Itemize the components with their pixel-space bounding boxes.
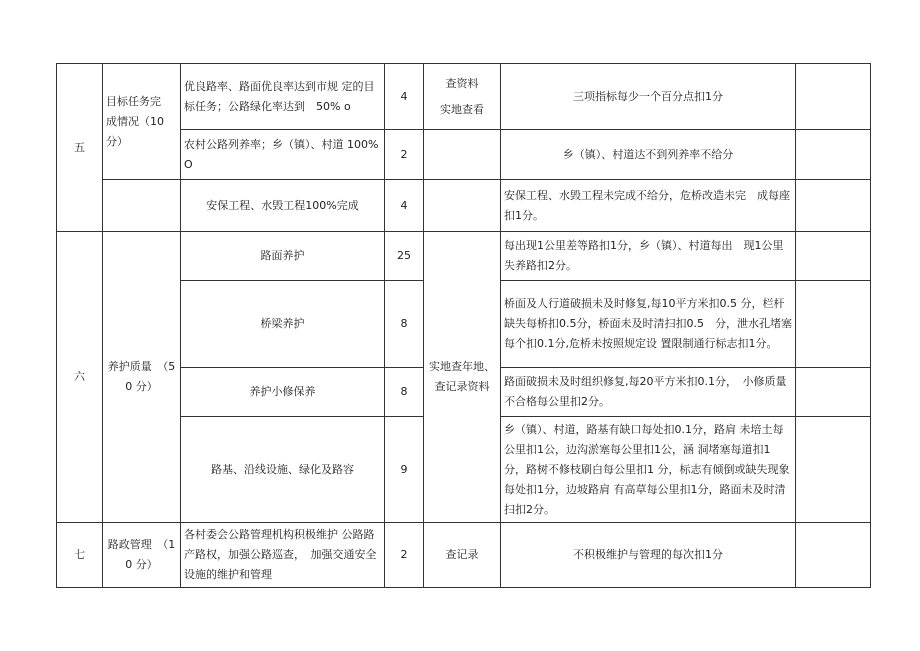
scoring-table <box>56 63 871 588</box>
criteria-cell: 乡（镇）、村道达不到列养率不给分 <box>501 130 796 180</box>
remarks-cell <box>796 281 871 368</box>
content-cell: 路面养护 <box>181 232 385 281</box>
item-name: 目标任务完 成情况（10 分） <box>103 64 181 180</box>
section-number: 五 <box>57 64 103 232</box>
content-cell: 农村公路列养率；乡（镇）、村道 100% O <box>181 130 385 180</box>
table-row <box>57 232 871 281</box>
criteria-cell: 路面破损未及时组织修复,每20平方米扣0.1分， 小修质量不合格每公里扣2分。 <box>501 368 796 417</box>
method-cell <box>424 130 501 180</box>
content-cell: 养护小修保养 <box>181 368 385 417</box>
score-cell: 9 <box>385 417 424 523</box>
method-line: 查资料 <box>445 76 479 90</box>
remarks-cell <box>796 64 871 130</box>
item-name: 路政管理 （10 分） <box>103 523 181 588</box>
score-cell: 25 <box>385 232 424 281</box>
criteria-cell: 乡（镇）、村道，路基有缺口每处扣0.1分，路肩 未培土每公里扣1公，边沟淤塞每公里扣1公，涵 洞堵塞每道扣1分，路树不修枝刷白每公里扣1 分，标志有倾倒或缺失现象每处扣1分，边坡路肩 有高草每公里扣1分，路面未及时清扫扣2分。 <box>501 417 796 523</box>
method-cell: 查记录 <box>424 523 501 588</box>
remarks-cell <box>796 180 871 232</box>
table-row <box>57 64 871 130</box>
criteria-cell: 安保工程、水毁工程未完成不给分，危桥改造未完 成每座扣1分。 <box>501 180 796 232</box>
criteria-cell: 桥面及人行道破损未及时修复,每10平方米扣0.5 分，栏杆缺失每桥扣0.5分，桥面未及时清扫扣0.5 分，泄水孔堵塞每个扣0.1分,危桥未按照规定设 置限制通行标志扣1分。 <box>501 281 796 368</box>
content-cell: 路基、沿线设施、绿化及路容 <box>181 417 385 523</box>
criteria-cell: 不积极维护与管理的每次扣1分 <box>501 523 796 588</box>
content-cell: 安保工程、水毁工程100%完成 <box>181 180 385 232</box>
remarks-cell <box>796 523 871 588</box>
method-cell <box>424 64 501 130</box>
method-cell: 实地查年地、查记录资料 <box>424 232 501 523</box>
item-name <box>103 180 181 232</box>
table-row <box>57 523 871 588</box>
item-name: 养护质量 （50 分） <box>103 232 181 523</box>
table-row <box>57 180 871 232</box>
method-cell <box>424 180 501 232</box>
criteria-cell: 三项指标每少一个百分点扣1分 <box>501 64 796 130</box>
section-number: 七 <box>57 523 103 588</box>
criteria-cell: 每出现1公里差等路扣1分，乡（镇）、村道每出 现1公里失养路扣2分。 <box>501 232 796 281</box>
content-cell: 优良路率、路面优良率达到市规 定的目标任务；公路绿化率达到 50% o <box>181 64 385 130</box>
score-cell: 2 <box>385 523 424 588</box>
score-cell: 8 <box>385 368 424 417</box>
score-cell: 4 <box>385 180 424 232</box>
content-cell: 各村委会公路管理机构积极维护 公路路产路权，加强公路巡查， 加强交通安全设施的维护和管理 <box>181 523 385 588</box>
score-cell: 2 <box>385 130 424 180</box>
remarks-cell <box>796 130 871 180</box>
remarks-cell <box>796 368 871 417</box>
score-cell: 4 <box>385 64 424 130</box>
remarks-cell <box>796 232 871 281</box>
section-number: 六 <box>57 232 103 523</box>
content-cell: 桥梁养护 <box>181 281 385 368</box>
remarks-cell <box>796 417 871 523</box>
score-cell: 8 <box>385 281 424 368</box>
method-line: 实地查看 <box>440 102 484 116</box>
